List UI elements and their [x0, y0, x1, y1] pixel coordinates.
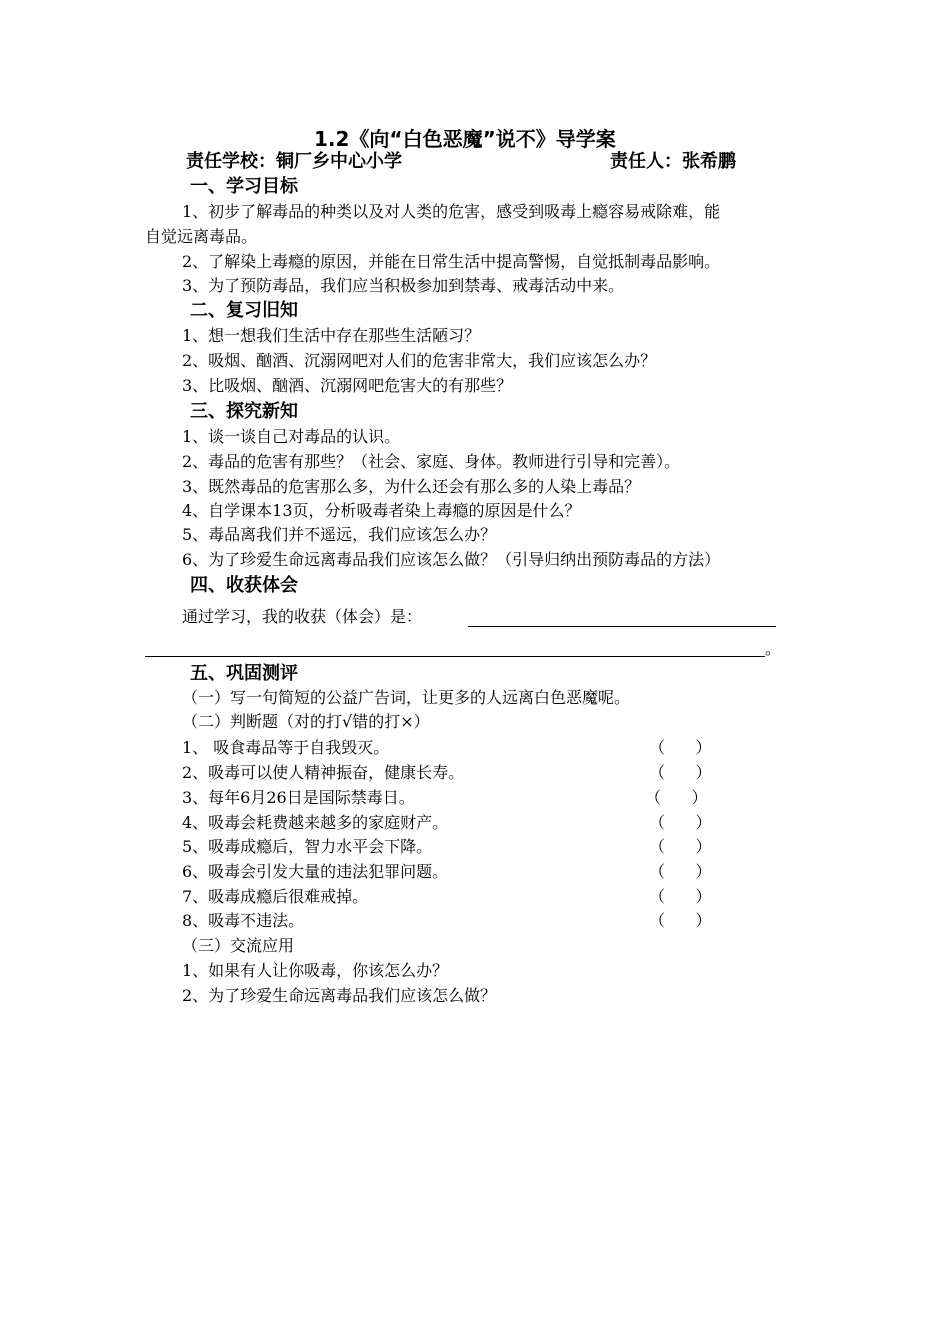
section-heading-explore: 三、探究新知	[190, 401, 298, 422]
judge-item: 8、吸毒不违法。	[182, 911, 305, 930]
section-heading-goals: 一、学习目标	[190, 176, 298, 197]
judge-item: 7、吸毒成瘾后很难戒掉。	[182, 887, 369, 906]
answer-parentheses[interactable]: （ ）	[645, 788, 708, 807]
judge-item: 5、吸毒成瘾后，智力水平会下降。	[182, 837, 433, 856]
judge-item: 4、吸毒会耗费越来越多的家庭财产。	[182, 813, 449, 832]
answer-parentheses[interactable]: （ ）	[649, 837, 712, 856]
section-heading-gains: 四、收获体会	[190, 575, 298, 596]
explore-item: 2、毒品的危害有那些？（社会、家庭、身体。教师进行引导和完善）。	[182, 452, 681, 471]
answer-parentheses[interactable]: （ ）	[649, 763, 712, 782]
answer-parentheses[interactable]: （ ）	[649, 862, 712, 881]
answer-parentheses[interactable]: （ ）	[649, 911, 712, 930]
answer-parentheses[interactable]: （ ）	[649, 887, 712, 906]
explore-item: 4、自学课本13页，分析吸毒者染上毒瘾的原因是什么？	[182, 501, 581, 520]
explore-item: 5、毒品离我们并不遥远，我们应该怎么办？	[182, 525, 497, 544]
answer-parentheses[interactable]: （ ）	[649, 738, 712, 757]
section-heading-assessment: 五、巩固测评	[190, 663, 298, 684]
goal-item: 2、了解染上毒瘾的原因，并能在日常生活中提高警惕，自觉抵制毒品影响。	[182, 252, 721, 271]
document-title: 1.2《向“白色恶魔”说不》导学案	[314, 127, 616, 151]
apply-item: 1、如果有人让你吸毒，你该怎么办？	[182, 961, 449, 980]
answer-end-mark: 。	[765, 639, 782, 658]
review-item: 3、比吸烟、酗酒、沉溺网吧危害大的有那些？	[182, 376, 513, 395]
judge-item: 6、吸毒会引发大量的违法犯罪问题。	[182, 862, 449, 881]
goal-item: 1、初步了解毒品的种类以及对人类的危害，感受到吸毒上瘾容易戒除难，能	[182, 202, 721, 221]
judge-item: 1、 吸食毒品等于自我毁灭。	[182, 738, 390, 757]
assessment-part-3: （三）交流应用	[182, 936, 295, 955]
apply-item: 2、为了珍爱生命远离毒品我们应该怎么做？	[182, 986, 497, 1005]
review-item: 2、吸烟、酗酒、沉溺网吧对人们的危害非常大，我们应该怎么办？	[182, 351, 657, 370]
answer-blank-line[interactable]	[468, 626, 776, 627]
assessment-part-1: （一）写一句简短的公益广告词，让更多的人远离白色恶魔呢。	[182, 688, 631, 707]
school-line: 责任学校：铜厂乡中心小学	[186, 151, 402, 172]
explore-item: 3、既然毒品的危害那么多，为什么还会有那么多的人染上毒品？	[182, 477, 641, 496]
goal-item-continuation: 自觉远离毒品。	[145, 227, 258, 246]
answer-parentheses[interactable]: （ ）	[649, 813, 712, 832]
judge-item: 3、每年6月26日是国际禁毒日。	[182, 788, 415, 807]
explore-item: 6、为了珍爱生命远离毒品我们应该怎么做？（引导归纳出预防毒品的方法）	[182, 550, 721, 569]
explore-item: 1、谈一谈自己对毒品的认识。	[182, 427, 401, 446]
section-heading-review: 二、复习旧知	[190, 300, 298, 321]
assessment-part-2: （二）判断题（对的打√错的打×）	[182, 712, 430, 731]
gains-prompt: 通过学习，我的收获（体会）是：	[182, 607, 423, 626]
goal-item: 3、为了预防毒品，我们应当积极参加到禁毒、戒毒活动中来。	[182, 276, 625, 295]
answer-blank-line[interactable]	[145, 656, 765, 657]
responsible-person: 责任人：张希鹏	[610, 151, 736, 172]
review-item: 1、想一想我们生活中存在那些生活陋习？	[182, 326, 481, 345]
judge-item: 2、吸毒可以使人精神振奋，健康长寿。	[182, 763, 465, 782]
